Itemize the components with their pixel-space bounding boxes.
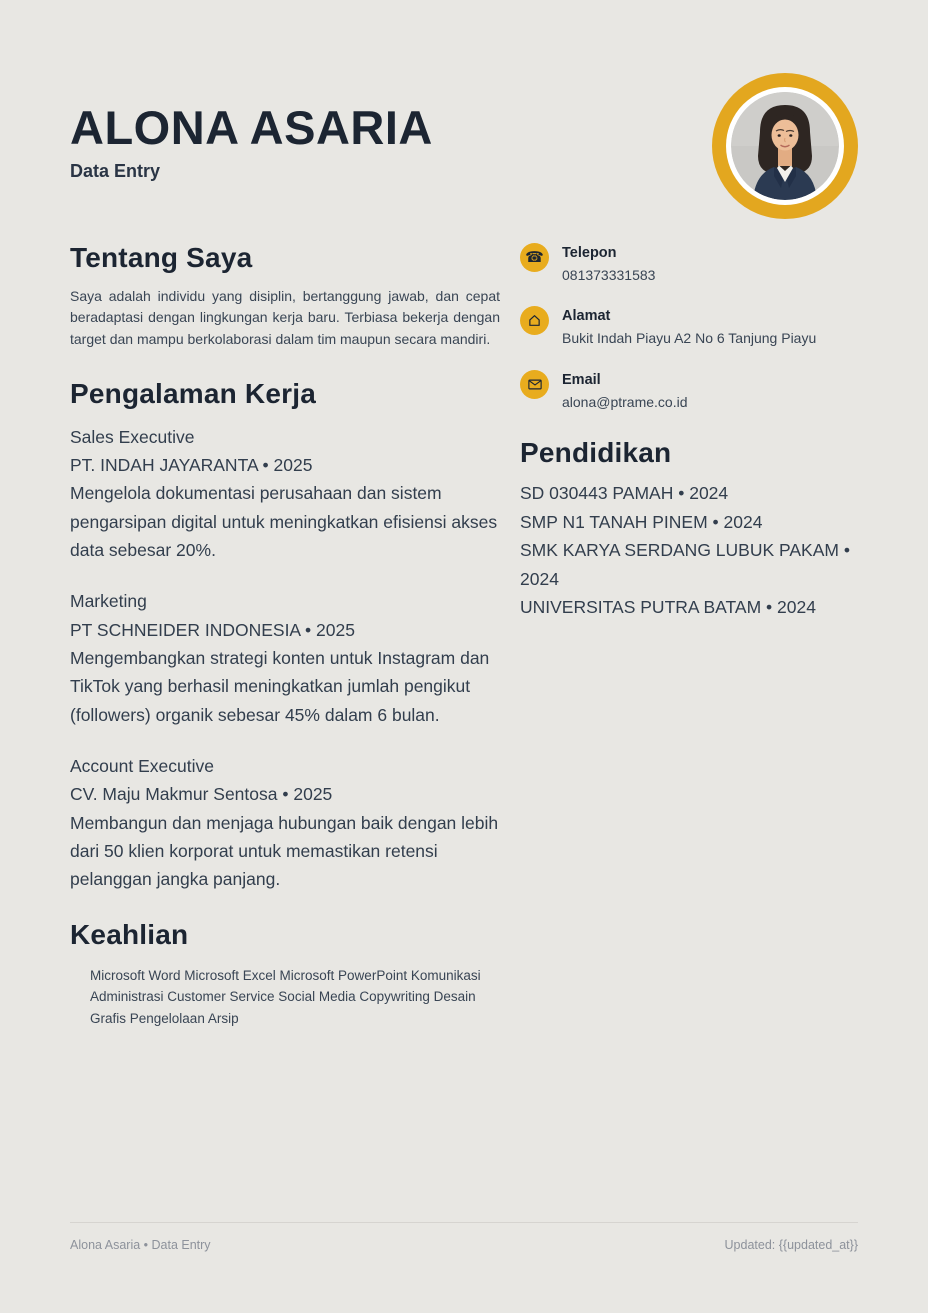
contact-value: alona@ptrame.co.id	[562, 393, 688, 410]
education-item: UNIVERSITAS PUTRA BATAM • 2024	[520, 597, 816, 618]
about-heading: Tentang Saya	[70, 242, 253, 273]
contact-section	[520, 243, 858, 412]
contact-value: 081373331583	[562, 266, 656, 283]
job-title: Account Executive	[70, 756, 214, 777]
contact-label: Telepon	[562, 245, 617, 261]
job-entry	[70, 423, 500, 565]
job-description: Mengembangkan strategi konten untuk Instagram dan TikTok yang berhasil meningkatkan jumlah pengikut (followers) organik sebesar 45% dalam 6 bulan.	[70, 648, 490, 725]
footer	[70, 1222, 858, 1252]
job-company-year: CV. Maju Makmur Sentosa • 2025	[70, 784, 333, 805]
skills-list-text: Microsoft Word Microsoft Excel Microsoft PowerPoint Komunikasi Administrasi Customer Service Social Media Copywriting Desain Grafis Pengelolaan Arsip	[90, 967, 481, 1027]
about-section	[70, 243, 500, 351]
header	[70, 73, 858, 219]
profile-photo	[731, 92, 839, 200]
education-list	[520, 479, 858, 622]
contact-label: Alamat	[562, 308, 611, 325]
job-company-year: PT SCHNEIDER INDONESIA • 2025	[70, 619, 355, 640]
contact-row-phone	[520, 243, 858, 285]
job-title: Sales Executive	[70, 426, 195, 447]
job-entry	[70, 587, 500, 729]
job-description: Membangun dan menjaga hubungan baik dengan lebih dari 50 klien korporat untuk memastikan retensi pelanggan jangka panjang.	[70, 812, 499, 890]
education-item: SMK KARYA SERDANG LUBUK PAKAM • 2024	[520, 540, 850, 589]
contact-label: Email	[562, 371, 601, 388]
job-title: Marketing	[70, 591, 147, 612]
home-icon	[520, 306, 549, 335]
education-heading: Pendidikan	[520, 437, 672, 469]
contact-row-email	[520, 370, 858, 412]
contact-texts	[562, 243, 655, 285]
experience-section	[70, 379, 500, 894]
education-item: SD 030443 PAMAH • 2024	[520, 483, 729, 504]
left-column	[70, 243, 500, 1030]
person-name: ALONA ASARIA	[70, 101, 433, 154]
contact-row-address	[520, 306, 858, 348]
profile-photo-ring	[712, 73, 858, 219]
job-company-year: PT. INDAH JAYARANTA • 2025	[70, 455, 313, 475]
experience-heading: Pengalaman Kerja	[70, 377, 316, 409]
skills-section	[70, 920, 500, 1030]
contact-texts	[562, 306, 816, 348]
education-item: SMP N1 TANAH PINEM • 2024	[520, 511, 763, 532]
skills-heading: Keahlian	[70, 918, 189, 950]
footer-updated-text: Updated: {{updated_at}}	[724, 1238, 858, 1252]
title-block	[70, 103, 433, 182]
phone-icon: ☎	[520, 243, 549, 272]
about-text: Saya adalah individu yang disiplin, bertanggung jawab, dan cepat beradaptasi dengan lingkungan kerja baru. Terbiasa bekerja dengan target dan mampu berkolaborasi dalam tim maupun secara mandiri.	[70, 287, 500, 348]
education-section	[520, 438, 858, 621]
job-entry	[70, 752, 500, 894]
email-icon	[520, 370, 549, 399]
job-description: Mengelola dokumentasi perusahaan dan sistem pengarsipan digital untuk meningkatkan efisiensi akses data sebesar 20%.	[70, 483, 498, 561]
contact-texts	[562, 370, 688, 412]
footer-left-text: Alona Asaria • Data Entry	[70, 1238, 211, 1252]
right-column	[520, 243, 858, 1030]
content-columns	[70, 243, 858, 1030]
job-role-subtitle: Data Entry	[70, 161, 161, 182]
profile-photo-inner-ring	[726, 87, 844, 205]
contact-value: Bukit Indah Piayu A2 No 6 Tanjung Piayu	[562, 330, 817, 347]
